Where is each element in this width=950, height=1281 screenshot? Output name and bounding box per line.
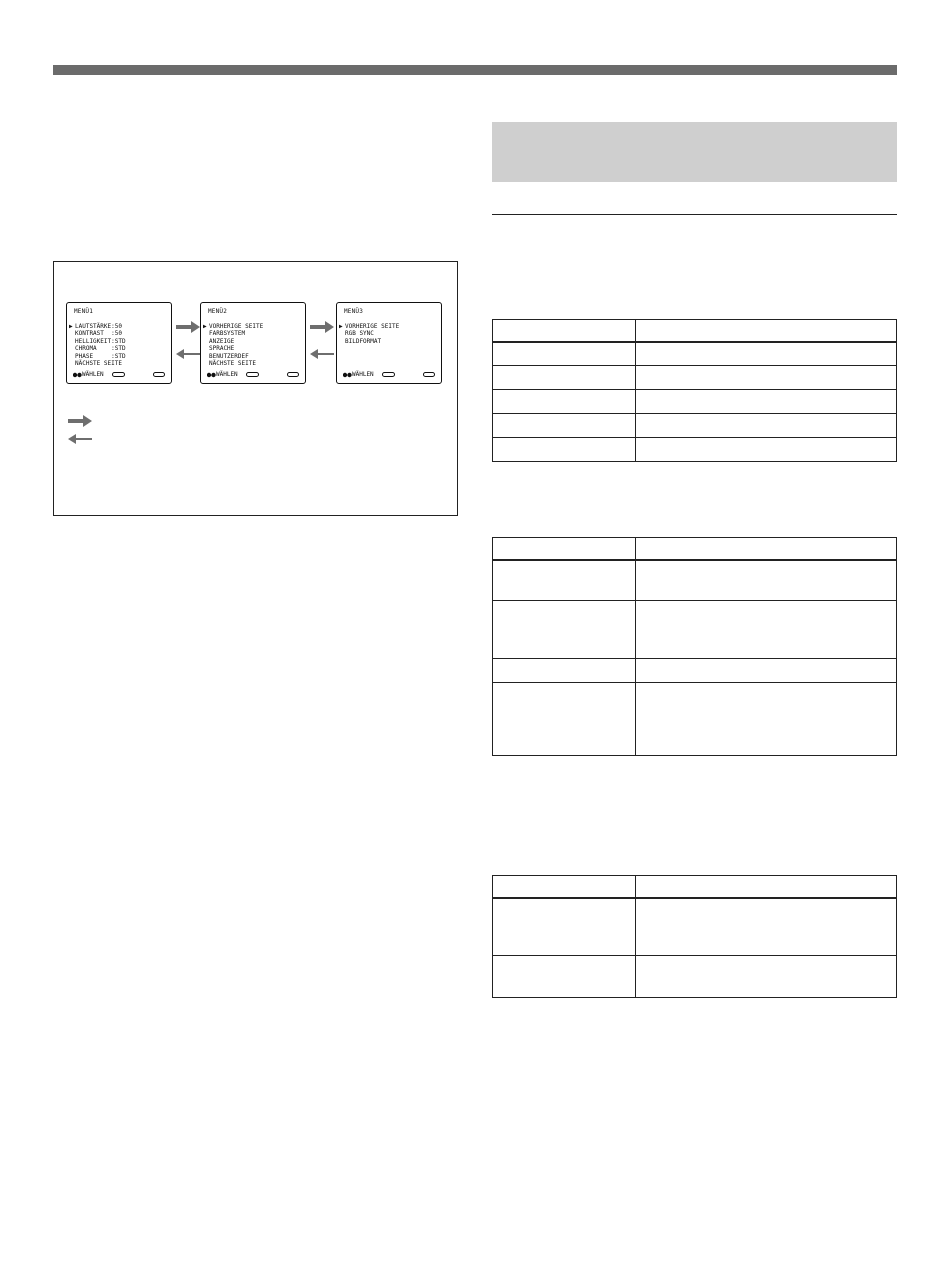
table-cell	[493, 898, 636, 956]
menu-footer	[343, 371, 435, 379]
table-row	[493, 659, 897, 683]
section-divider	[492, 214, 897, 215]
settings-table-3	[492, 875, 897, 998]
arrow-left-icon	[68, 433, 92, 445]
table-cell	[493, 659, 636, 683]
menu-footer	[73, 371, 165, 379]
arrow-left-icon	[310, 348, 334, 360]
menu-item: ANZEIGE	[209, 337, 235, 345]
table-header-row	[493, 538, 897, 560]
table-cell	[636, 414, 897, 438]
arrow-right-icon	[176, 321, 200, 333]
menu-item: NÄCHSTE SEITE	[75, 360, 122, 368]
menu-item: ▶ VORHERIGE SEITE	[339, 323, 400, 330]
table-header-row	[493, 320, 897, 342]
table-header-cell	[636, 538, 897, 560]
arrow-right-icon	[68, 415, 92, 427]
table-row	[493, 560, 897, 601]
table-row	[493, 366, 897, 390]
arrow-right-icon	[310, 321, 334, 333]
menu-item: FARBSYSTEM	[209, 330, 246, 338]
menu-screen-2	[200, 302, 306, 384]
settings-table-2	[492, 537, 897, 756]
table-header-row	[493, 876, 897, 898]
menu-item: PHASE :STD	[75, 352, 126, 360]
table-cell	[636, 898, 897, 956]
table-cell	[493, 683, 636, 756]
table-cell	[636, 956, 897, 998]
table-header-cell	[493, 876, 636, 898]
table-cell	[636, 560, 897, 601]
menu-screen-1	[66, 302, 172, 384]
table-header-cell	[636, 876, 897, 898]
menu-diagram-figure	[53, 261, 458, 516]
table-cell	[493, 438, 636, 462]
table-cell	[493, 390, 636, 414]
menu-item: BENUTZERDEF	[209, 352, 249, 360]
menu-item: HELLIGKEIT:STD	[75, 337, 126, 345]
table-cell	[493, 560, 636, 601]
menu-item: BILDFORMAT	[345, 337, 382, 345]
up-down-buttons-icon	[343, 372, 352, 378]
menu-button-icon	[153, 372, 165, 377]
enter-button-icon	[246, 372, 259, 377]
table-row	[493, 390, 897, 414]
menu-item: KONTRAST :50	[75, 330, 122, 338]
menu-item-list	[69, 323, 126, 367]
table-cell	[493, 342, 636, 366]
enter-button-icon	[112, 372, 125, 377]
settings-table-1	[492, 319, 897, 462]
table-cell	[493, 366, 636, 390]
menu-button-icon	[287, 372, 299, 377]
table-cell	[636, 659, 897, 683]
menu-item: RGB SYNC	[345, 330, 374, 338]
select-label: WÄHLEN	[82, 371, 104, 378]
table-row	[493, 342, 897, 366]
menu-screen-title: MENÜ3	[344, 308, 364, 315]
table-header-cell	[636, 320, 897, 342]
section-header-box	[492, 122, 897, 182]
menu-item: NÄCHSTE SEITE	[209, 360, 256, 368]
table-row	[493, 414, 897, 438]
select-label: WÄHLEN	[352, 371, 374, 378]
table-row	[493, 601, 897, 659]
table-row	[493, 683, 897, 756]
table-row	[493, 438, 897, 462]
table-row	[493, 956, 897, 998]
menu-screen-title: MENÜ2	[208, 308, 228, 315]
table-header-cell	[493, 320, 636, 342]
menu-screen-title: MENÜ1	[74, 308, 94, 315]
menu-item: ▶ VORHERIGE SEITE	[203, 323, 264, 330]
top-rule-bar	[53, 65, 897, 75]
table-cell	[636, 390, 897, 414]
cursor-triangle-icon: ▶	[339, 323, 343, 330]
table-cell	[636, 683, 897, 756]
table-cell	[636, 342, 897, 366]
menu-footer	[207, 371, 299, 379]
menu-item: CHROMA :STD	[75, 345, 126, 353]
menu-screen-3	[336, 302, 442, 384]
select-label: WÄHLEN	[216, 371, 238, 378]
table-cell	[493, 956, 636, 998]
arrow-left-icon	[176, 348, 200, 360]
table-cell	[493, 601, 636, 659]
table-cell	[636, 366, 897, 390]
cursor-triangle-icon: ▶	[203, 323, 207, 330]
up-down-buttons-icon	[207, 372, 216, 378]
enter-button-icon	[382, 372, 395, 377]
table-row	[493, 898, 897, 956]
table-cell	[636, 601, 897, 659]
table-cell	[493, 414, 636, 438]
table-header-cell	[493, 538, 636, 560]
table-cell	[636, 438, 897, 462]
menu-item: ▶ LAUTSTÄRKE:50	[69, 323, 122, 330]
menu-button-icon	[423, 372, 435, 377]
menu-item: SPRACHE	[209, 345, 235, 353]
menu-item-list	[203, 323, 263, 367]
cursor-triangle-icon: ▶	[69, 323, 73, 330]
menu-item-list	[339, 323, 399, 345]
up-down-buttons-icon	[73, 372, 82, 378]
